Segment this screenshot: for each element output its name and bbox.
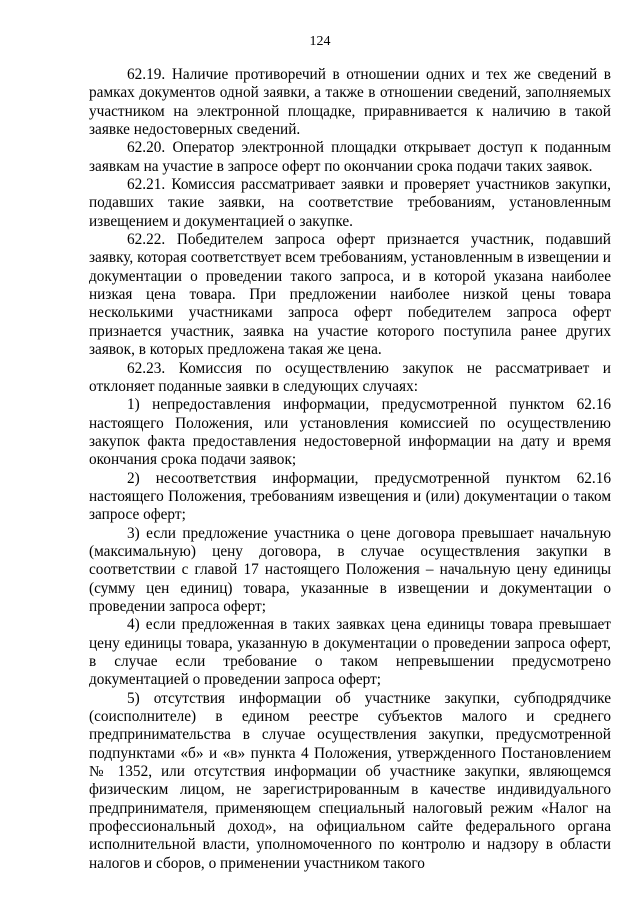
- paragraph-62-22: 62.22. Победителем запроса оферт признается участник, подавший заявку, которая соответствует всем требованиям, установленным в извещении и документации о проведении такого запроса, и в которой указана наиболее низкая цена товара. При предложении наиболее низкой цены товара несколькими участниками запроса оферт победителем запроса оферт признается участник, заявка на участие которого поступила ранее других заявок, в которых предложена такая же цена.: [89, 231, 611, 359]
- page-number: 124: [309, 34, 331, 49]
- list-item-5: 5) отсутствия информации об участнике закупки, субподрядчике (соисполнителе) в едином реестре субъектов малого и среднего предпринимательства в случае осуществления закупки, предусмотренной подпунктами «б» и «в» пункта 4 Положения, утвержденного Постановлением № 1352, или отсутствия информации об участнике закупки, являющемся физическим лицом, не зарегистрированным в качестве индивидуального предпринимателя, применяющем специальный налоговый режим «Налог на профессиональный доход», на официальном сайте федерального органа исполнительной власти, уполномоченного по контролю и надзору в области налогов и сборов, о применении участником такого: [89, 689, 611, 872]
- paragraph-62-23: 62.23. Комиссия по осуществлению закупок не рассматривает и отклоняет поданные заявки в следующих случаях:: [89, 359, 611, 395]
- list-item-2: 2) несоответствия информации, предусмотренной пунктом 62.16 настоящего Положения, требованиям извещения и (или) документации о таком запросе оферт;: [89, 469, 611, 524]
- body-text: [89, 66, 611, 873]
- paragraph-62-21: 62.21. Комиссия рассматривает заявки и проверяет участников закупки, подавших такие заявки, на соответствие требованиям, установленным извещением и документацией о закупке.: [89, 176, 611, 230]
- paragraph-62-19: 62.19. Наличие противоречий в отношении одних и тех же сведений в рамках документов одной заявки, а также в отношении сведений, заполняемых участником на электронной площадке, приравнивается к наличию в такой заявке недостоверных сведений.: [89, 66, 611, 139]
- paragraph-62-20: 62.20. Оператор электронной площадки открывает доступ к поданным заявкам на участие в запросе оферт по окончании срока подачи таких заявок.: [89, 139, 611, 175]
- list-item-3: 3) если предложение участника о цене договора превышает начальную (максимальную) цену договора, в случае осуществления закупки в соответствии с главой 17 настоящего Положения – начальную цену единицы (сумму цен единиц) товара, указанные в извещении и документации о проведении запроса оферт;: [89, 524, 611, 615]
- list-item-4: 4) если предложенная в таких заявках цена единицы товара превышает цену единицы товара, указанную в документации о проведении запроса оферт, в случае если требование о таком непревышении предусмотрено документацией о проведении запроса оферт;: [89, 616, 611, 689]
- list-item-1: 1) непредоставления информации, предусмотренной пунктом 62.16 настоящего Положения, или установления комиссией по осуществлению закупок факта предоставления недостоверной информации на дату и время окончания срока подачи заявок;: [89, 396, 611, 469]
